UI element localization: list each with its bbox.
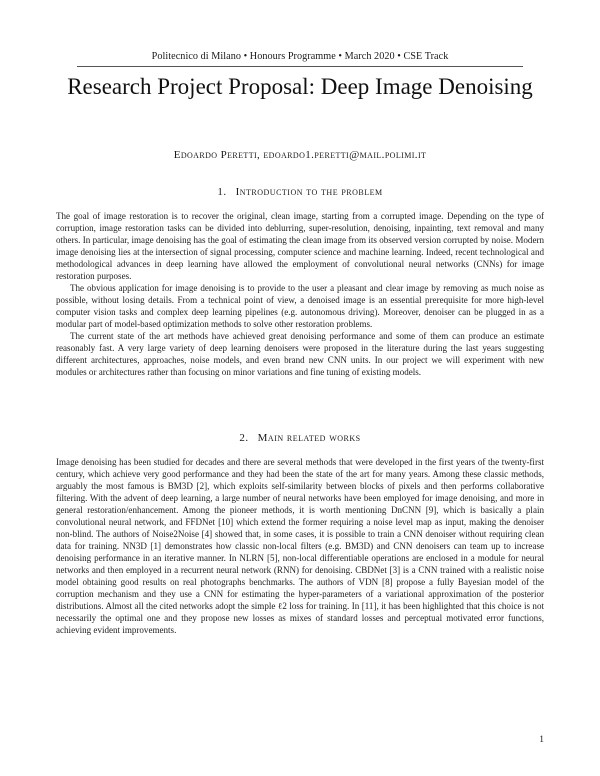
paragraph: The obvious application for image denoising is to provide to the user a pleasant and clear image by removing as much noise as possible, without losing details. From a technical point of view, a denoised image is an essential prerequisite for more high-level computer vision tasks and complex deep learning pipelines (e.g. autonomous driving). Moreover, denoiser can be plugged in as a modular part of model-based optimization methods to solve other restoration problems. (56, 283, 544, 329)
page-number: 1 (539, 735, 544, 745)
section-body-related-works (56, 456, 544, 636)
paper-title: Research Project Proposal: Deep Image Denoising (67, 74, 533, 99)
section-number: 1. (217, 186, 227, 198)
section-heading-introduction (0, 186, 600, 198)
paragraph: The goal of image restoration is to recover the original, clean image, starting from a corrupted image. Depending on the type of corruption, image restoration tasks can be divided into deblurring, super-resolution, denoising, inpainting, text removal and many others. In particular, image denoising has the goal of estimating the clean image from its observed version corrupted by noise. Modern image denoising lies at the intersection of signal processing, computer science and machine learning. Indeed, recent technological and methodological advances in deep learning have allowed the employment of convolutional neural networks (CNNs) for image restoration purposes. (56, 211, 544, 281)
section-title: Introduction to the problem (235, 186, 383, 198)
header-rule (77, 66, 523, 67)
author-line: Edoardo Peretti, edoardo1.peretti@mail.polimi.it (173, 149, 427, 161)
section-heading-related-works (0, 432, 600, 444)
section-body-introduction (56, 210, 544, 378)
paragraph: The current state of the art methods have achieved great denoising performance and some of them can produce an estimate reasonably fast. A very large variety of deep learning denoisers were proposed in the literature during the last years suggesting different architectures, approaches, noise models, and even brand new CNN units. In our project we will experiment with new modules or architectures rather than focusing on minor variations and fine tuning of existing models. (56, 331, 544, 377)
running-header: Politecnico di Milano • Honours Programme • March 2020 • CSE Track (151, 51, 449, 62)
paragraph: Image denoising has been studied for decades and there are several methods that were developed in the first years of the twenty-first century, which achieve very good performance and they had been the state of the art for many years. Among these classic methods, arguably the most famous is BM3D [2], which exploits self-similarity between blocks of pixels and then performs collaborative filtering. With the advent of deep learning, a large number of neural networks have been employed for image denoising, and more in general restoration/enhancement. Among the pioneer methods, it is worth mentioning DnCNN [9], which is basically a plain convolutional neural network, and FFDNet [10] which extend the former requiring a noise level map as input, making the denoiser non-blind. The authors of Noise2Noise [4] showed that, in some cases, it is possible to train a CNN denoiser without requiring clean data for training. NN3D [1] demonstrates how classic non-local filters (e.g. BM3D) and CNN denoisers can team up to increase denoising performance in an iterative manner. In NLRN [5], non-local differentiable operations are enclosed in a module for neural networks and then employed in a recurrent neural network (RNN) for denoising. CBDNet [3] is a CNN trained with a realistic noise model obtaining good results on real photographs benchmarks. The authors of VDN [8] propose a fully Bayesian model of the corruption mechanism and they use a CNN for estimating the hyper-parameters of a variational approximation of the posterior distributions. Almost all the cited networks adopt the simple ℓ2 loss for training. In [11], it has been highlighted that this choice is not necessarily the optimal one and they propose new losses as mixes of standard losses and perceptual motivated error functions, achieving evident improvements. (56, 457, 544, 635)
section-title: Main related works (257, 432, 361, 444)
section-number: 2. (239, 432, 249, 444)
